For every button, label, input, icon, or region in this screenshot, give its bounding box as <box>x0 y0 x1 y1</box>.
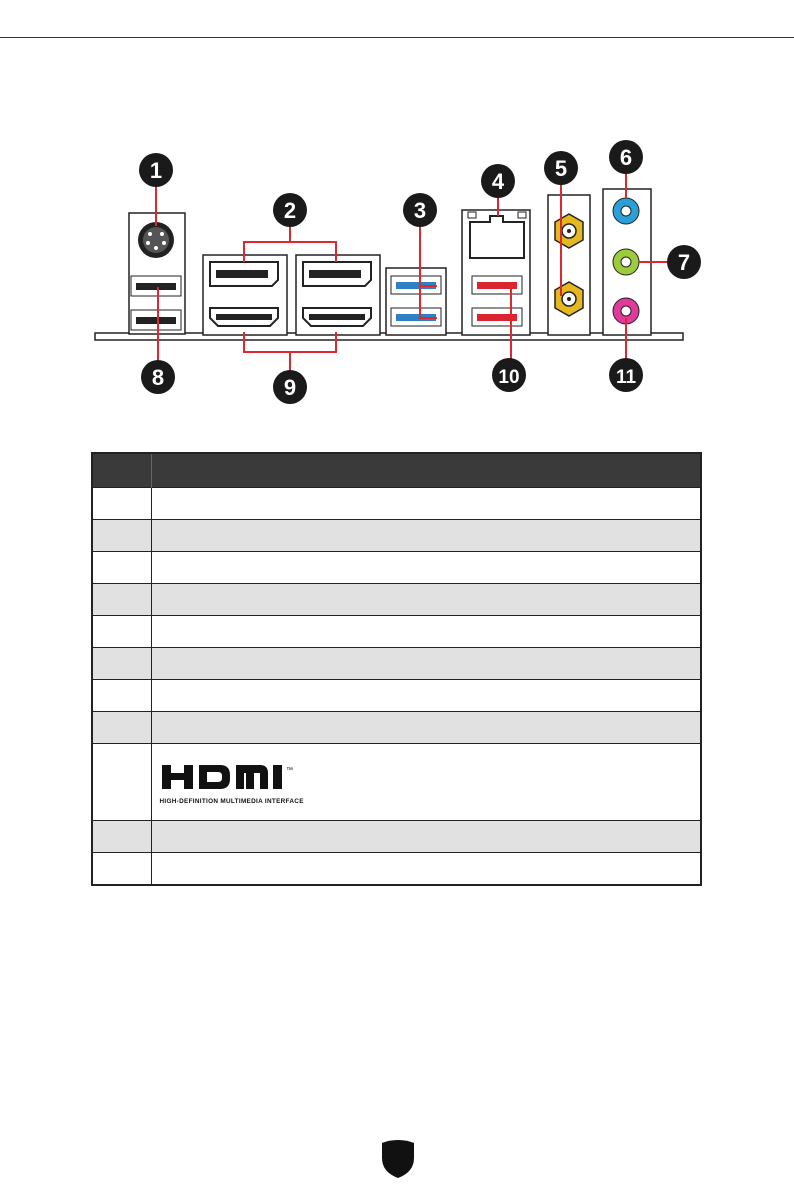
row-number <box>92 821 151 853</box>
usb-blue-stack <box>386 268 446 335</box>
table-row <box>92 520 701 552</box>
video-stack-1 <box>203 255 287 335</box>
svg-text:1: 1 <box>149 158 163 183</box>
svg-text:™: ™ <box>285 766 293 774</box>
svg-text:8: 8 <box>151 365 165 390</box>
row-number <box>92 648 151 680</box>
hdmi-wordmark-logo <box>160 763 320 793</box>
port-description-table <box>91 452 702 886</box>
svg-text:11: 11 <box>615 367 637 388</box>
table-row <box>92 616 701 648</box>
svg-text:2: 2 <box>283 198 297 223</box>
header-description <box>151 453 701 488</box>
callout-10 <box>492 358 526 392</box>
svg-text:9: 9 <box>283 375 297 400</box>
row-description <box>151 853 701 886</box>
table-row <box>92 552 701 584</box>
hdmi-logo <box>160 759 320 805</box>
callout-8 <box>141 360 175 394</box>
wifi-antenna-stack <box>548 195 590 335</box>
callout-7 <box>667 245 701 279</box>
row-description <box>151 680 701 712</box>
table-row <box>92 712 701 744</box>
row-number <box>92 712 151 744</box>
shield-logo-icon <box>379 1138 417 1180</box>
row-number <box>92 616 151 648</box>
header-number <box>92 453 151 488</box>
table-row <box>92 680 701 712</box>
row-description <box>151 552 701 584</box>
svg-text:7: 7 <box>677 250 691 275</box>
hdmi-tagline: HIGH-DEFINITION MULTIMEDIA INTERFACE <box>159 797 304 805</box>
table-row <box>92 584 701 616</box>
row-number <box>92 520 151 552</box>
table-row <box>92 853 701 886</box>
svg-text:3: 3 <box>413 198 427 223</box>
video-stack-2 <box>296 255 380 335</box>
row-number <box>92 680 151 712</box>
svg-text:10: 10 <box>498 367 520 388</box>
callout-5 <box>544 151 578 185</box>
table-header-row <box>92 453 701 488</box>
callout-9 <box>273 370 307 404</box>
callout-2 <box>273 193 307 227</box>
row-description <box>151 712 701 744</box>
row-description <box>151 821 701 853</box>
callout-11 <box>609 358 643 392</box>
table-row-hdmi <box>92 744 701 821</box>
row-description <box>151 648 701 680</box>
row-number <box>92 744 151 821</box>
row-description-hdmi <box>151 744 701 821</box>
svg-text:5: 5 <box>554 156 568 181</box>
table-row <box>92 488 701 520</box>
callout-6 <box>609 140 643 174</box>
rear-io-diagram <box>0 0 794 440</box>
callout-1 <box>139 153 173 187</box>
table-row <box>92 648 701 680</box>
row-description <box>151 584 701 616</box>
table-row <box>92 821 701 853</box>
row-description <box>151 488 701 520</box>
svg-text:6: 6 <box>619 145 633 170</box>
lan-usb-red-stack <box>462 210 530 335</box>
lan-port <box>470 216 524 258</box>
svg-text:4: 4 <box>491 169 505 194</box>
callout-4 <box>481 164 515 198</box>
row-description <box>151 520 701 552</box>
row-number <box>92 488 151 520</box>
row-number <box>92 552 151 584</box>
callout-3 <box>403 193 437 227</box>
row-description <box>151 616 701 648</box>
row-number <box>92 584 151 616</box>
row-number <box>92 853 151 886</box>
